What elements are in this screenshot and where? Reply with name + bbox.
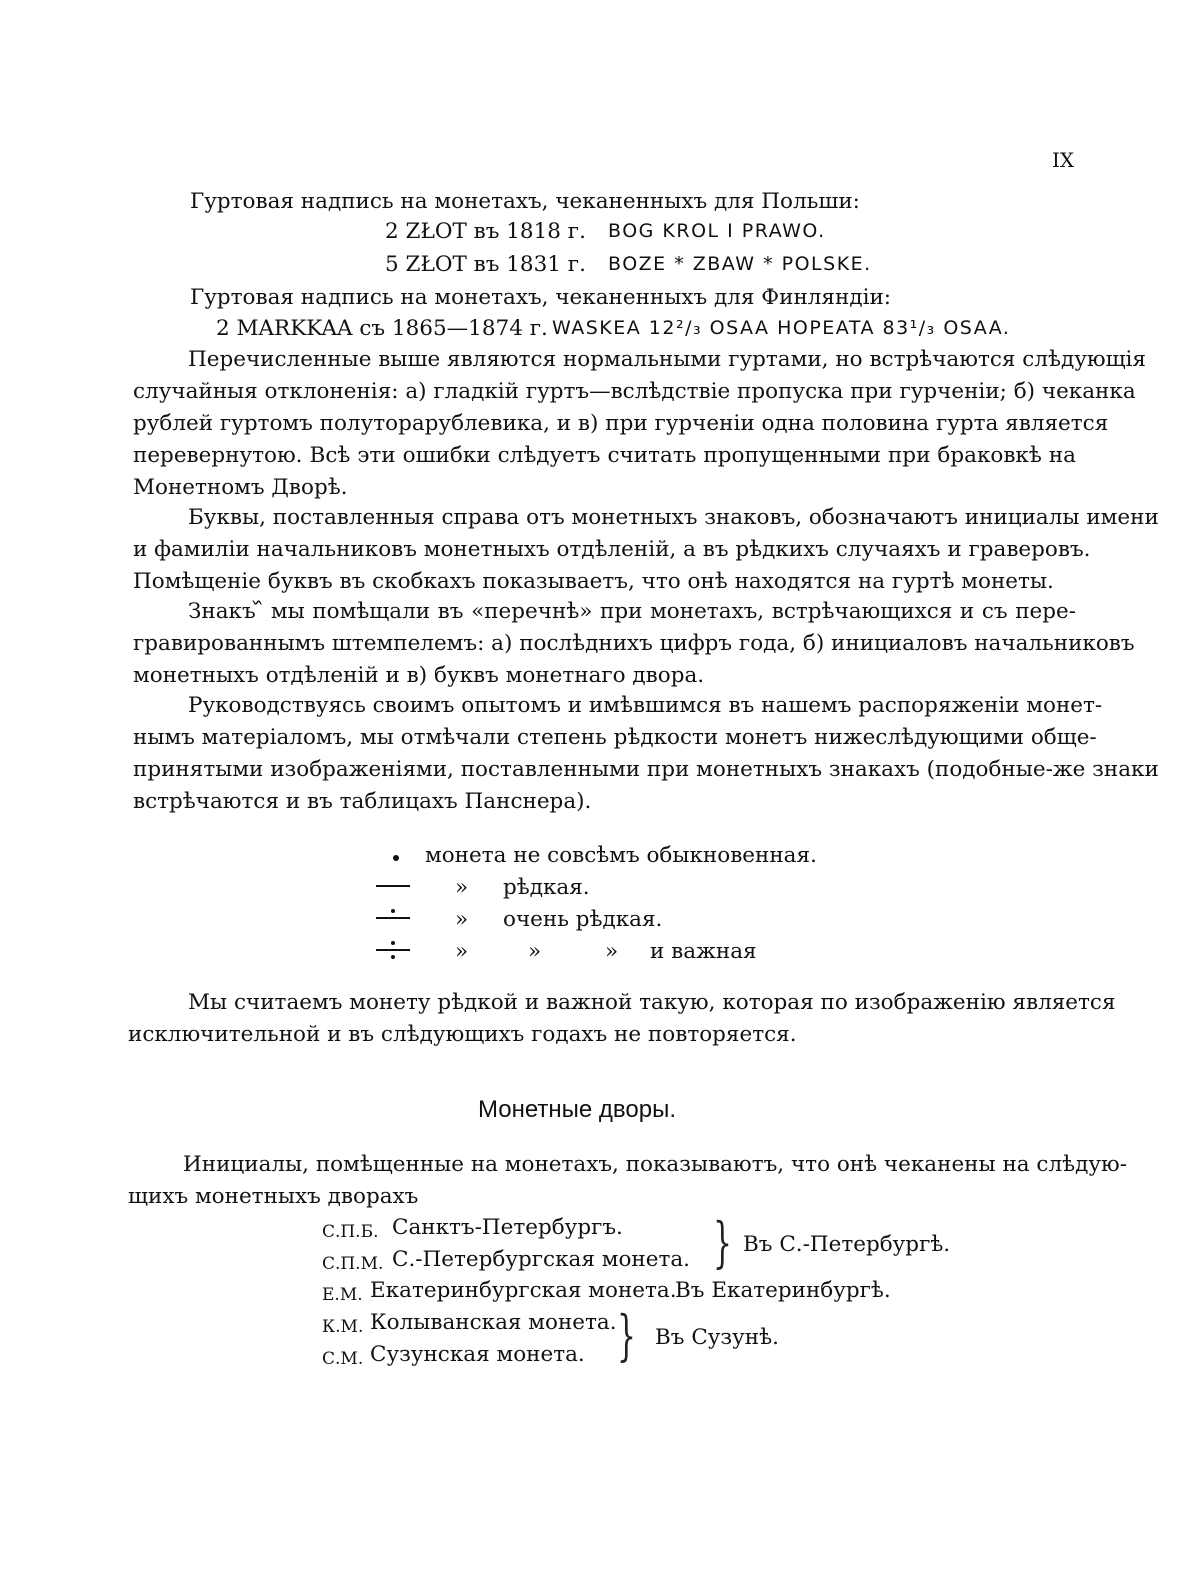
rarity-4-ditto-1: » bbox=[455, 939, 469, 964]
mint-abbr: С.П.М. bbox=[322, 1254, 384, 1274]
para1-line: перевернутою. Всѣ эти ошибки слѣдуетъ считать пропущенными при браковкѣ на bbox=[133, 443, 1076, 468]
mint-name: С.-Петербургская монета. bbox=[392, 1247, 690, 1272]
para1-line: случайныя отклоненiя: а) гладкiй гуртъ—вслѣдствiе пропуска при гурченiи; б) чеканка bbox=[133, 379, 1136, 404]
para2-line: и фамилiи начальниковъ монетныхъ отдѣленiй, а въ рѣдкихъ случаяхъ и граверовъ. bbox=[133, 537, 1091, 562]
mint-abbr: С.М. bbox=[322, 1349, 364, 1369]
para5-line: исключительной и въ слѣдующихъ годахъ не повторяется. bbox=[128, 1022, 797, 1047]
mint-abbr: С.П.Б. bbox=[322, 1222, 379, 1242]
mint-name: Санктъ-Петербургъ. bbox=[392, 1215, 623, 1240]
rarity-4-text: и важная bbox=[650, 939, 757, 964]
poland-line2-coin: 5 ZŁOT въ 1831 г. bbox=[385, 252, 586, 277]
mints-intro-line: щихъ монетныхъ дворахъ bbox=[128, 1184, 419, 1209]
poland-line1-text: BOG KROL I PRAWO. bbox=[608, 220, 826, 242]
mints-heading: Монетные дворы. bbox=[478, 1096, 677, 1123]
para1-line: Монетномъ Дворѣ. bbox=[133, 475, 348, 500]
para3-line: Знакъ ᷈ мы помѣщали въ «перечнѣ» при монетахъ, встрѣчающихся и съ пере- bbox=[188, 599, 1076, 624]
mint-name: Колыванская монета. bbox=[370, 1310, 617, 1335]
para4-line: встрѣчаются и въ таблицахъ Панснера). bbox=[133, 789, 592, 814]
rarity-dot-icon bbox=[393, 855, 399, 861]
rarity-line-icon bbox=[376, 873, 410, 899]
brace-suzun-icon: } bbox=[617, 1304, 636, 1367]
para1-line: рублей гуртомъ полуторарублевика, и в) при гурченiи одна половина гурта является bbox=[133, 411, 1109, 436]
para5-line: Мы считаемъ монету рѣдкой и важной такую, которая по изображенiю является bbox=[188, 990, 1116, 1015]
brace-spb-icon: } bbox=[713, 1211, 732, 1274]
rarity-1-text: монета не совсѣмъ обыкновенная. bbox=[425, 843, 817, 868]
rarity-4-ditto-3: » bbox=[605, 939, 619, 964]
para4-line: Руководствуясь своимъ опытомъ и имѣвшимся въ нашемъ распоряженiи монет- bbox=[188, 693, 1103, 718]
rarity-4-ditto-2: » bbox=[528, 939, 542, 964]
page-number: IX bbox=[1052, 148, 1075, 172]
para3-line: монетныхъ отдѣленiй и в) буквъ монетнаго двора. bbox=[133, 663, 705, 688]
mint-name: Екатеринбургская монета. bbox=[370, 1278, 677, 1303]
para1-line: Перечисленные выше являются нормальными гуртами, но встрѣчаются слѣдующiя bbox=[188, 347, 1146, 372]
rarity-line-dot-icon bbox=[376, 905, 410, 931]
para2-line: Буквы, поставленныя справа отъ монетныхъ знаковъ, обозначаютъ инициалы имени bbox=[188, 505, 1159, 530]
rarity-division-icon bbox=[376, 937, 410, 963]
poland-intro: Гуртовая надпись на монетахъ, чеканенныхъ для Польши: bbox=[190, 189, 860, 214]
para4-line: нымъ матерiаломъ, мы отмѣчали степень рѣдкости монетъ нижеслѣдующими обще- bbox=[133, 725, 1097, 750]
mint-place-suzun: Въ Сузунѣ. bbox=[655, 1325, 779, 1350]
finland-line-text: WASKEA 12²/₃ OSAA HOPEATA 83¹/₃ OSAA. bbox=[552, 317, 1011, 339]
mint-name: Сузунская монета. bbox=[370, 1342, 585, 1367]
poland-line1-coin: 2 ZŁOT въ 1818 г. bbox=[385, 219, 586, 244]
para3-line: гравированнымъ штемпелемъ: а) послѣднихъ цифръ года, б) инициаловъ начальниковъ bbox=[133, 631, 1135, 656]
rarity-2-text: рѣдкая. bbox=[503, 875, 590, 900]
finland-intro: Гуртовая надпись на монетахъ, чеканенныхъ для Финляндiи: bbox=[190, 285, 892, 310]
mints-intro-line: Инициалы, помѣщенные на монетахъ, показываютъ, что онѣ чеканены на слѣдую- bbox=[183, 1152, 1127, 1177]
mint-place-spb: Въ С.-Петербургѣ. bbox=[743, 1232, 951, 1257]
poland-line2-text: BOZE * ZBAW * POLSKE. bbox=[608, 253, 872, 275]
mint-abbr: Е.М. bbox=[322, 1285, 363, 1305]
para2-line: Помѣщенiе буквъ въ скобкахъ показываетъ, что онѣ находятся на гуртѣ монеты. bbox=[133, 569, 1054, 594]
rarity-3-text: очень рѣдкая. bbox=[503, 907, 663, 932]
rarity-3-ditto: » bbox=[455, 907, 469, 932]
mint-place-ekb: Въ Екатеринбургѣ. bbox=[675, 1278, 891, 1303]
mint-abbr: К.М. bbox=[322, 1317, 364, 1337]
para4-line: принятыми изображенiями, поставленными при монетныхъ знакахъ (подобные-же знаки bbox=[133, 757, 1159, 782]
finland-line-coin: 2 MARKKAA съ 1865—1874 г. bbox=[216, 316, 548, 341]
rarity-2-ditto: » bbox=[455, 875, 469, 900]
